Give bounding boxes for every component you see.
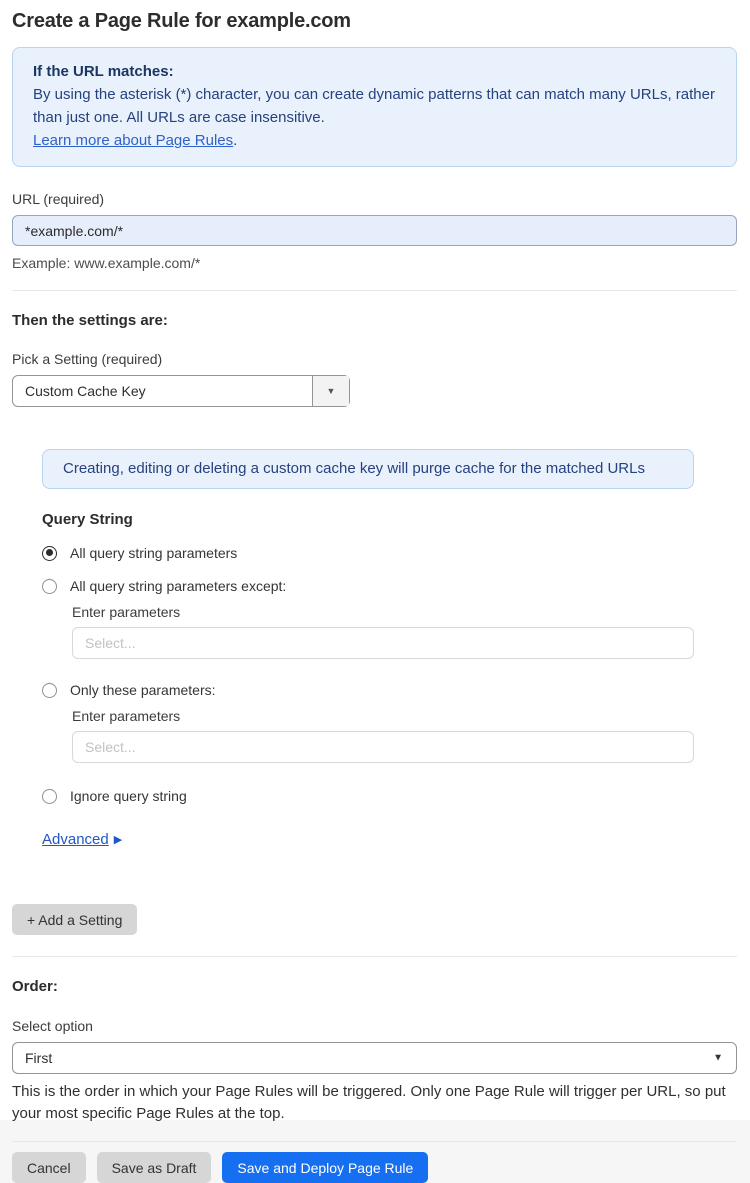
divider [12,956,737,957]
url-field-label: URL (required) [12,191,105,207]
chevron-down-icon: ▼ [713,1052,723,1064]
add-setting-button[interactable]: + Add a Setting [12,904,137,935]
url-example-hint: Example: www.example.com/* [12,255,201,271]
setting-dropdown-value: Custom Cache Key [25,383,146,399]
radio-label: All query string parameters except: [70,578,287,594]
save-deploy-button[interactable]: Save and Deploy Page Rule [222,1152,428,1183]
order-heading: Order: [12,978,58,995]
radio-option-all-except[interactable] [42,578,694,594]
url-match-notice-heading: If the URL matches: [33,63,174,80]
radio-label: All query string parameters [70,545,238,561]
radio-icon[interactable] [42,683,57,698]
advanced-link[interactable] [42,831,122,848]
learn-more-link[interactable]: Learn more about Page Rules [33,132,234,149]
chevron-down-icon[interactable]: ▼ [312,376,349,406]
order-dropdown[interactable] [12,1042,737,1074]
url-input[interactable] [12,215,737,246]
url-match-notice-body: By using the asterisk (*) character, you can create dynamic patterns that can match many URLs, rather than just one. All URLs are case insensitive. [33,86,715,126]
radio-option-only-these[interactable] [42,682,694,698]
order-dropdown-value: First [25,1050,53,1066]
cache-purge-notice: Creating, editing or deleting a custom cache key will purge cache for the matched URLs [42,449,694,489]
triangle-right-icon: ▶ [113,834,123,846]
query-string-heading: Query String [42,511,133,528]
except-params-block [72,604,694,659]
radio-option-all-params[interactable] [42,545,694,561]
order-select-label: Select option [12,1018,93,1034]
radio-icon[interactable] [42,546,57,561]
url-match-notice-link-row [33,129,716,152]
url-match-notice [12,47,737,167]
enter-parameters-label: Enter parameters [72,708,181,724]
save-draft-button[interactable]: Save as Draft [97,1152,212,1183]
divider [12,290,737,291]
except-parameters-input[interactable] [72,627,694,659]
cancel-button[interactable]: Cancel [12,1152,86,1183]
settings-heading: Then the settings are: [12,312,168,329]
page-title: Create a Page Rule for example.com [12,10,351,32]
setting-detail-panel [42,449,694,849]
enter-parameters-label: Enter parameters [72,604,181,620]
radio-icon[interactable] [42,579,57,594]
advanced-link-label: Advanced [42,831,109,848]
radio-label: Ignore query string [70,788,187,804]
setting-dropdown[interactable] [12,375,350,407]
add-setting-row [12,904,737,935]
only-params-block [72,708,694,763]
divider [12,1141,737,1142]
only-parameters-input[interactable] [72,731,694,763]
order-help-text: This is the order in which your Page Rules will be triggered. Only one Page Rule will trigger per URL, so put your most specific Page Rules at the top. [12,1083,726,1122]
radio-option-ignore-qs[interactable] [42,788,694,804]
radio-icon[interactable] [42,789,57,804]
footer-actions [12,1152,737,1183]
link-suffix: . [233,132,238,149]
radio-label: Only these parameters: [70,682,216,698]
pick-setting-label: Pick a Setting (required) [12,351,163,367]
